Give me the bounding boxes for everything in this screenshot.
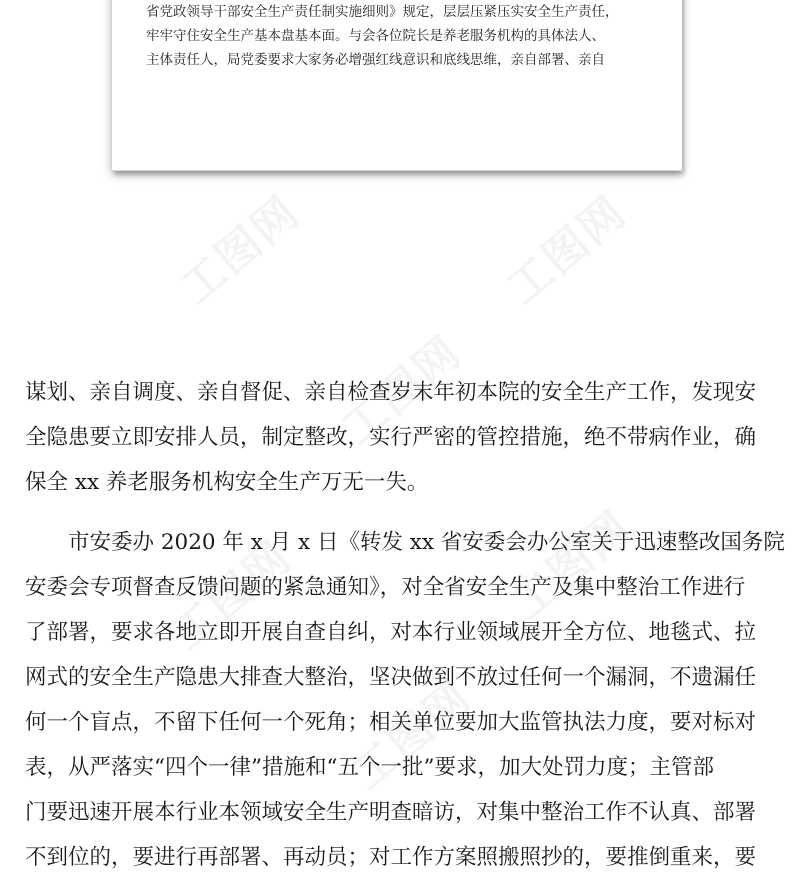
card-line: 牢牢守住安全生产基本盘基本面。与会各位院长是养老服务机构的具体法人、	[146, 28, 605, 44]
watermark: 工图网	[170, 186, 310, 315]
card-text-block	[146, 0, 666, 72]
text-line: 表，从严落实“四个一律”措施和“五个一批”要求，加大处罚力度；主管部	[25, 755, 714, 780]
watermark: 工图网	[332, 326, 472, 455]
watermark: 工图网	[502, 501, 642, 630]
watermark: 工图网	[497, 186, 637, 315]
paragraph-2	[25, 520, 785, 880]
text-line: 安委会专项督查反馈问题的紧急通知》，对全省安全生产及集中整治工作进行	[25, 575, 746, 600]
text-line: 何一个盲点，不留下任何一个死角；相关单位要加大监管执法力度，要对标对	[25, 710, 757, 735]
text-line: 网式的安全生产隐患大排查大整治，坚决做到不放过任何一个漏洞，不遗漏任	[25, 665, 757, 690]
watermark: 工图网	[162, 531, 302, 660]
watermark: 工图网	[342, 671, 482, 800]
text-line: 市安委办 2020 年 x 月 x 日《转发 xx 省安委会办公室关于迅速整改国务院	[25, 530, 785, 555]
text-line: 不到位的，要进行再部署、再动员；对工作方案照搬照抄的，要推倒重来，要	[25, 845, 757, 870]
embedded-document-card	[112, 0, 682, 171]
paragraph-gap	[25, 505, 777, 520]
paragraph-1	[25, 370, 777, 505]
text-line: 保全 xx 养老服务机构安全生产万无一失。	[25, 470, 429, 495]
text-line: 全隐患要立即安排人员，制定整改，实行严密的管控措施，绝不带病作业，确	[25, 425, 757, 450]
text-line: 门要迅速开展本行业本领域安全生产明查暗访，对集中整治工作不认真、部署	[25, 800, 757, 825]
card-line: 省党政领导干部安全生产责任制实施细则》规定，层层压紧压实安全生产责任，	[146, 4, 619, 20]
card-line: 主体责任人，局党委要求大家务必增强红线意识和底线思维，亲自部署、亲自	[146, 52, 605, 68]
body-text	[25, 370, 785, 880]
text-line: 谋划、亲自调度、亲自督促、亲自检查岁末年初本院的安全生产工作，发现安	[25, 380, 757, 405]
text-line: 了部署，要求各地立即开展自查自纠，对本行业领域展开全方位、地毯式、拉	[25, 620, 757, 645]
